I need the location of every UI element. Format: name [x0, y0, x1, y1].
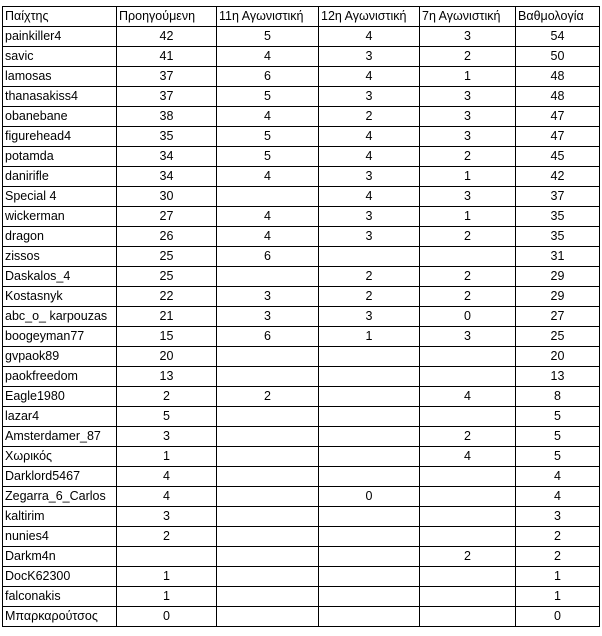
- round-7-points-cell: [420, 367, 516, 387]
- table-row: [3, 107, 600, 127]
- previous-points-cell: 38: [117, 107, 217, 127]
- round-12-points-cell: 4: [319, 27, 420, 47]
- round-12-points-cell: [319, 347, 420, 367]
- previous-points-cell: 2: [117, 387, 217, 407]
- table-row: [3, 407, 600, 427]
- player-name-cell: Zegarra_6_Carlos: [3, 487, 117, 507]
- previous-points-cell: 22: [117, 287, 217, 307]
- player-name-cell: falconakis: [3, 587, 117, 607]
- previous-points-cell: 20: [117, 347, 217, 367]
- round-12-points-cell: [319, 567, 420, 587]
- table-row: [3, 547, 600, 567]
- table-row: [3, 447, 600, 467]
- round-7-points-cell: 1: [420, 167, 516, 187]
- player-name-cell: nunies4: [3, 527, 117, 547]
- round-11-points-cell: 4: [217, 107, 319, 127]
- table-row: [3, 127, 600, 147]
- previous-points-cell: [117, 547, 217, 567]
- player-name-cell: lazar4: [3, 407, 117, 427]
- round-12-points-cell: 4: [319, 147, 420, 167]
- round-7-points-cell: [420, 587, 516, 607]
- total-points-cell: 31: [516, 247, 600, 267]
- previous-points-cell: 5: [117, 407, 217, 427]
- total-points-cell: 4: [516, 467, 600, 487]
- round-7-points-cell: 4: [420, 447, 516, 467]
- round-7-points-cell: [420, 467, 516, 487]
- round-7-points-cell: [420, 527, 516, 547]
- round-12-points-cell: 4: [319, 187, 420, 207]
- total-points-cell: 1: [516, 567, 600, 587]
- total-points-cell: 47: [516, 107, 600, 127]
- player-name-cell: figurehead4: [3, 127, 117, 147]
- total-points-cell: 13: [516, 367, 600, 387]
- round-12-points-cell: [319, 587, 420, 607]
- round-7-points-cell: [420, 607, 516, 627]
- table-row: [3, 187, 600, 207]
- total-points-cell: 47: [516, 127, 600, 147]
- player-name-cell: Daskalos_4: [3, 267, 117, 287]
- previous-points-cell: 15: [117, 327, 217, 347]
- previous-points-cell: 41: [117, 47, 217, 67]
- previous-points-cell: 37: [117, 67, 217, 87]
- round-12-points-cell: [319, 507, 420, 527]
- total-points-cell: 8: [516, 387, 600, 407]
- previous-points-cell: 4: [117, 467, 217, 487]
- header-previous: Προηγούμενη: [117, 7, 217, 27]
- total-points-cell: 20: [516, 347, 600, 367]
- round-7-points-cell: [420, 507, 516, 527]
- total-points-cell: 2: [516, 547, 600, 567]
- player-name-cell: Eagle1980: [3, 387, 117, 407]
- round-11-points-cell: 2: [217, 387, 319, 407]
- table-row: [3, 567, 600, 587]
- round-11-points-cell: 3: [217, 287, 319, 307]
- round-11-points-cell: [217, 187, 319, 207]
- round-11-points-cell: 5: [217, 147, 319, 167]
- round-11-points-cell: [217, 427, 319, 447]
- total-points-cell: 48: [516, 67, 600, 87]
- round-12-points-cell: [319, 407, 420, 427]
- table-row: [3, 247, 600, 267]
- player-name-cell: wickerman: [3, 207, 117, 227]
- round-7-points-cell: 3: [420, 187, 516, 207]
- round-12-points-cell: 1: [319, 327, 420, 347]
- table-row: [3, 607, 600, 627]
- total-points-cell: 35: [516, 227, 600, 247]
- player-name-cell: Darkm4n: [3, 547, 117, 567]
- player-name-cell: lamosas: [3, 67, 117, 87]
- round-7-points-cell: 3: [420, 107, 516, 127]
- round-11-points-cell: 6: [217, 67, 319, 87]
- round-12-points-cell: 2: [319, 107, 420, 127]
- round-12-points-cell: [319, 467, 420, 487]
- round-12-points-cell: [319, 247, 420, 267]
- total-points-cell: 48: [516, 87, 600, 107]
- previous-points-cell: 25: [117, 247, 217, 267]
- table-row: [3, 347, 600, 367]
- header-round-7: 7η Αγωνιστική: [420, 7, 516, 27]
- previous-points-cell: 13: [117, 367, 217, 387]
- round-7-points-cell: 3: [420, 87, 516, 107]
- round-11-points-cell: [217, 467, 319, 487]
- round-7-points-cell: [420, 487, 516, 507]
- previous-points-cell: 3: [117, 427, 217, 447]
- round-11-points-cell: 4: [217, 227, 319, 247]
- round-11-points-cell: [217, 447, 319, 467]
- player-name-cell: kaltirim: [3, 507, 117, 527]
- round-12-points-cell: 2: [319, 287, 420, 307]
- table-row: [3, 387, 600, 407]
- player-name-cell: paokfreedom: [3, 367, 117, 387]
- round-12-points-cell: [319, 607, 420, 627]
- total-points-cell: 4: [516, 487, 600, 507]
- table-row: [3, 87, 600, 107]
- total-points-cell: 0: [516, 607, 600, 627]
- round-12-points-cell: 4: [319, 127, 420, 147]
- table-row: [3, 267, 600, 287]
- round-12-points-cell: 2: [319, 267, 420, 287]
- round-11-points-cell: 4: [217, 207, 319, 227]
- round-7-points-cell: [420, 567, 516, 587]
- standings-table: [2, 6, 600, 627]
- player-name-cell: Darklord5467: [3, 467, 117, 487]
- round-12-points-cell: 3: [319, 47, 420, 67]
- round-7-points-cell: [420, 247, 516, 267]
- round-7-points-cell: 3: [420, 327, 516, 347]
- table-row: [3, 327, 600, 347]
- round-12-points-cell: [319, 387, 420, 407]
- round-7-points-cell: 1: [420, 67, 516, 87]
- table-row: [3, 227, 600, 247]
- previous-points-cell: 1: [117, 587, 217, 607]
- round-11-points-cell: [217, 567, 319, 587]
- round-12-points-cell: 4: [319, 67, 420, 87]
- round-11-points-cell: [217, 487, 319, 507]
- table-row: [3, 507, 600, 527]
- header-total: Βαθμολογία: [516, 7, 600, 27]
- table-row: [3, 287, 600, 307]
- previous-points-cell: 4: [117, 487, 217, 507]
- round-12-points-cell: [319, 447, 420, 467]
- previous-points-cell: 1: [117, 447, 217, 467]
- total-points-cell: 27: [516, 307, 600, 327]
- player-name-cell: painkiller4: [3, 27, 117, 47]
- header-round-12: 12η Αγωνιστική: [319, 7, 420, 27]
- previous-points-cell: 37: [117, 87, 217, 107]
- player-name-cell: obanebane: [3, 107, 117, 127]
- player-name-cell: thanasakiss4: [3, 87, 117, 107]
- round-7-points-cell: 0: [420, 307, 516, 327]
- round-11-points-cell: [217, 527, 319, 547]
- round-11-points-cell: 5: [217, 87, 319, 107]
- round-7-points-cell: 2: [420, 427, 516, 447]
- table-row: [3, 147, 600, 167]
- round-7-points-cell: 2: [420, 47, 516, 67]
- table-row: [3, 427, 600, 447]
- previous-points-cell: 34: [117, 147, 217, 167]
- previous-points-cell: 2: [117, 527, 217, 547]
- round-12-points-cell: [319, 527, 420, 547]
- round-12-points-cell: 3: [319, 207, 420, 227]
- total-points-cell: 1: [516, 587, 600, 607]
- round-11-points-cell: [217, 367, 319, 387]
- round-11-points-cell: [217, 407, 319, 427]
- round-11-points-cell: 3: [217, 307, 319, 327]
- round-11-points-cell: [217, 587, 319, 607]
- player-name-cell: savic: [3, 47, 117, 67]
- previous-points-cell: 27: [117, 207, 217, 227]
- round-7-points-cell: 4: [420, 387, 516, 407]
- table-row: [3, 367, 600, 387]
- table-row: [3, 67, 600, 87]
- player-name-cell: Μπαρκαρούτσος: [3, 607, 117, 627]
- table-row: [3, 167, 600, 187]
- total-points-cell: 2: [516, 527, 600, 547]
- previous-points-cell: 0: [117, 607, 217, 627]
- table-row: [3, 47, 600, 67]
- table-row: [3, 467, 600, 487]
- player-name-cell: boogeyman77: [3, 327, 117, 347]
- round-12-points-cell: 3: [319, 87, 420, 107]
- previous-points-cell: 25: [117, 267, 217, 287]
- total-points-cell: 5: [516, 447, 600, 467]
- previous-points-cell: 1: [117, 567, 217, 587]
- player-name-cell: Special 4: [3, 187, 117, 207]
- table-row: [3, 207, 600, 227]
- total-points-cell: 5: [516, 407, 600, 427]
- total-points-cell: 54: [516, 27, 600, 47]
- table-row: [3, 527, 600, 547]
- total-points-cell: 50: [516, 47, 600, 67]
- round-11-points-cell: 5: [217, 27, 319, 47]
- header-player: Παίχτης: [3, 7, 117, 27]
- previous-points-cell: 30: [117, 187, 217, 207]
- total-points-cell: 5: [516, 427, 600, 447]
- total-points-cell: 37: [516, 187, 600, 207]
- round-7-points-cell: 1: [420, 207, 516, 227]
- player-name-cell: gvpaok89: [3, 347, 117, 367]
- total-points-cell: 29: [516, 287, 600, 307]
- round-7-points-cell: 2: [420, 547, 516, 567]
- round-7-points-cell: 2: [420, 147, 516, 167]
- player-name-cell: Χωρικός: [3, 447, 117, 467]
- player-name-cell: danirifle: [3, 167, 117, 187]
- player-name-cell: Amsterdamer_87: [3, 427, 117, 447]
- previous-points-cell: 42: [117, 27, 217, 47]
- round-11-points-cell: [217, 547, 319, 567]
- player-name-cell: abc_o_ karpouzas: [3, 307, 117, 327]
- total-points-cell: 29: [516, 267, 600, 287]
- previous-points-cell: 3: [117, 507, 217, 527]
- round-7-points-cell: 2: [420, 267, 516, 287]
- table-row: [3, 487, 600, 507]
- round-12-points-cell: 0: [319, 487, 420, 507]
- round-11-points-cell: [217, 507, 319, 527]
- round-7-points-cell: [420, 347, 516, 367]
- header-row: [3, 7, 600, 27]
- round-12-points-cell: [319, 427, 420, 447]
- round-11-points-cell: [217, 347, 319, 367]
- round-12-points-cell: 3: [319, 307, 420, 327]
- total-points-cell: 25: [516, 327, 600, 347]
- round-11-points-cell: 5: [217, 127, 319, 147]
- total-points-cell: 45: [516, 147, 600, 167]
- table-row: [3, 27, 600, 47]
- round-11-points-cell: [217, 607, 319, 627]
- round-7-points-cell: 2: [420, 287, 516, 307]
- previous-points-cell: 34: [117, 167, 217, 187]
- round-7-points-cell: 3: [420, 27, 516, 47]
- round-11-points-cell: 6: [217, 247, 319, 267]
- player-name-cell: Kostasnyk: [3, 287, 117, 307]
- player-name-cell: dragon: [3, 227, 117, 247]
- total-points-cell: 3: [516, 507, 600, 527]
- player-name-cell: DocK62300: [3, 567, 117, 587]
- round-12-points-cell: 3: [319, 167, 420, 187]
- round-11-points-cell: 4: [217, 47, 319, 67]
- round-7-points-cell: [420, 407, 516, 427]
- round-11-points-cell: 6: [217, 327, 319, 347]
- previous-points-cell: 26: [117, 227, 217, 247]
- round-12-points-cell: 3: [319, 227, 420, 247]
- round-7-points-cell: 3: [420, 127, 516, 147]
- table-row: [3, 307, 600, 327]
- round-11-points-cell: [217, 267, 319, 287]
- previous-points-cell: 21: [117, 307, 217, 327]
- table-row: [3, 587, 600, 607]
- header-round-11: 11η Αγωνιστική: [217, 7, 319, 27]
- total-points-cell: 42: [516, 167, 600, 187]
- round-12-points-cell: [319, 547, 420, 567]
- total-points-cell: 35: [516, 207, 600, 227]
- player-name-cell: zissos: [3, 247, 117, 267]
- round-11-points-cell: 4: [217, 167, 319, 187]
- round-7-points-cell: 2: [420, 227, 516, 247]
- round-12-points-cell: [319, 367, 420, 387]
- player-name-cell: potamda: [3, 147, 117, 167]
- previous-points-cell: 35: [117, 127, 217, 147]
